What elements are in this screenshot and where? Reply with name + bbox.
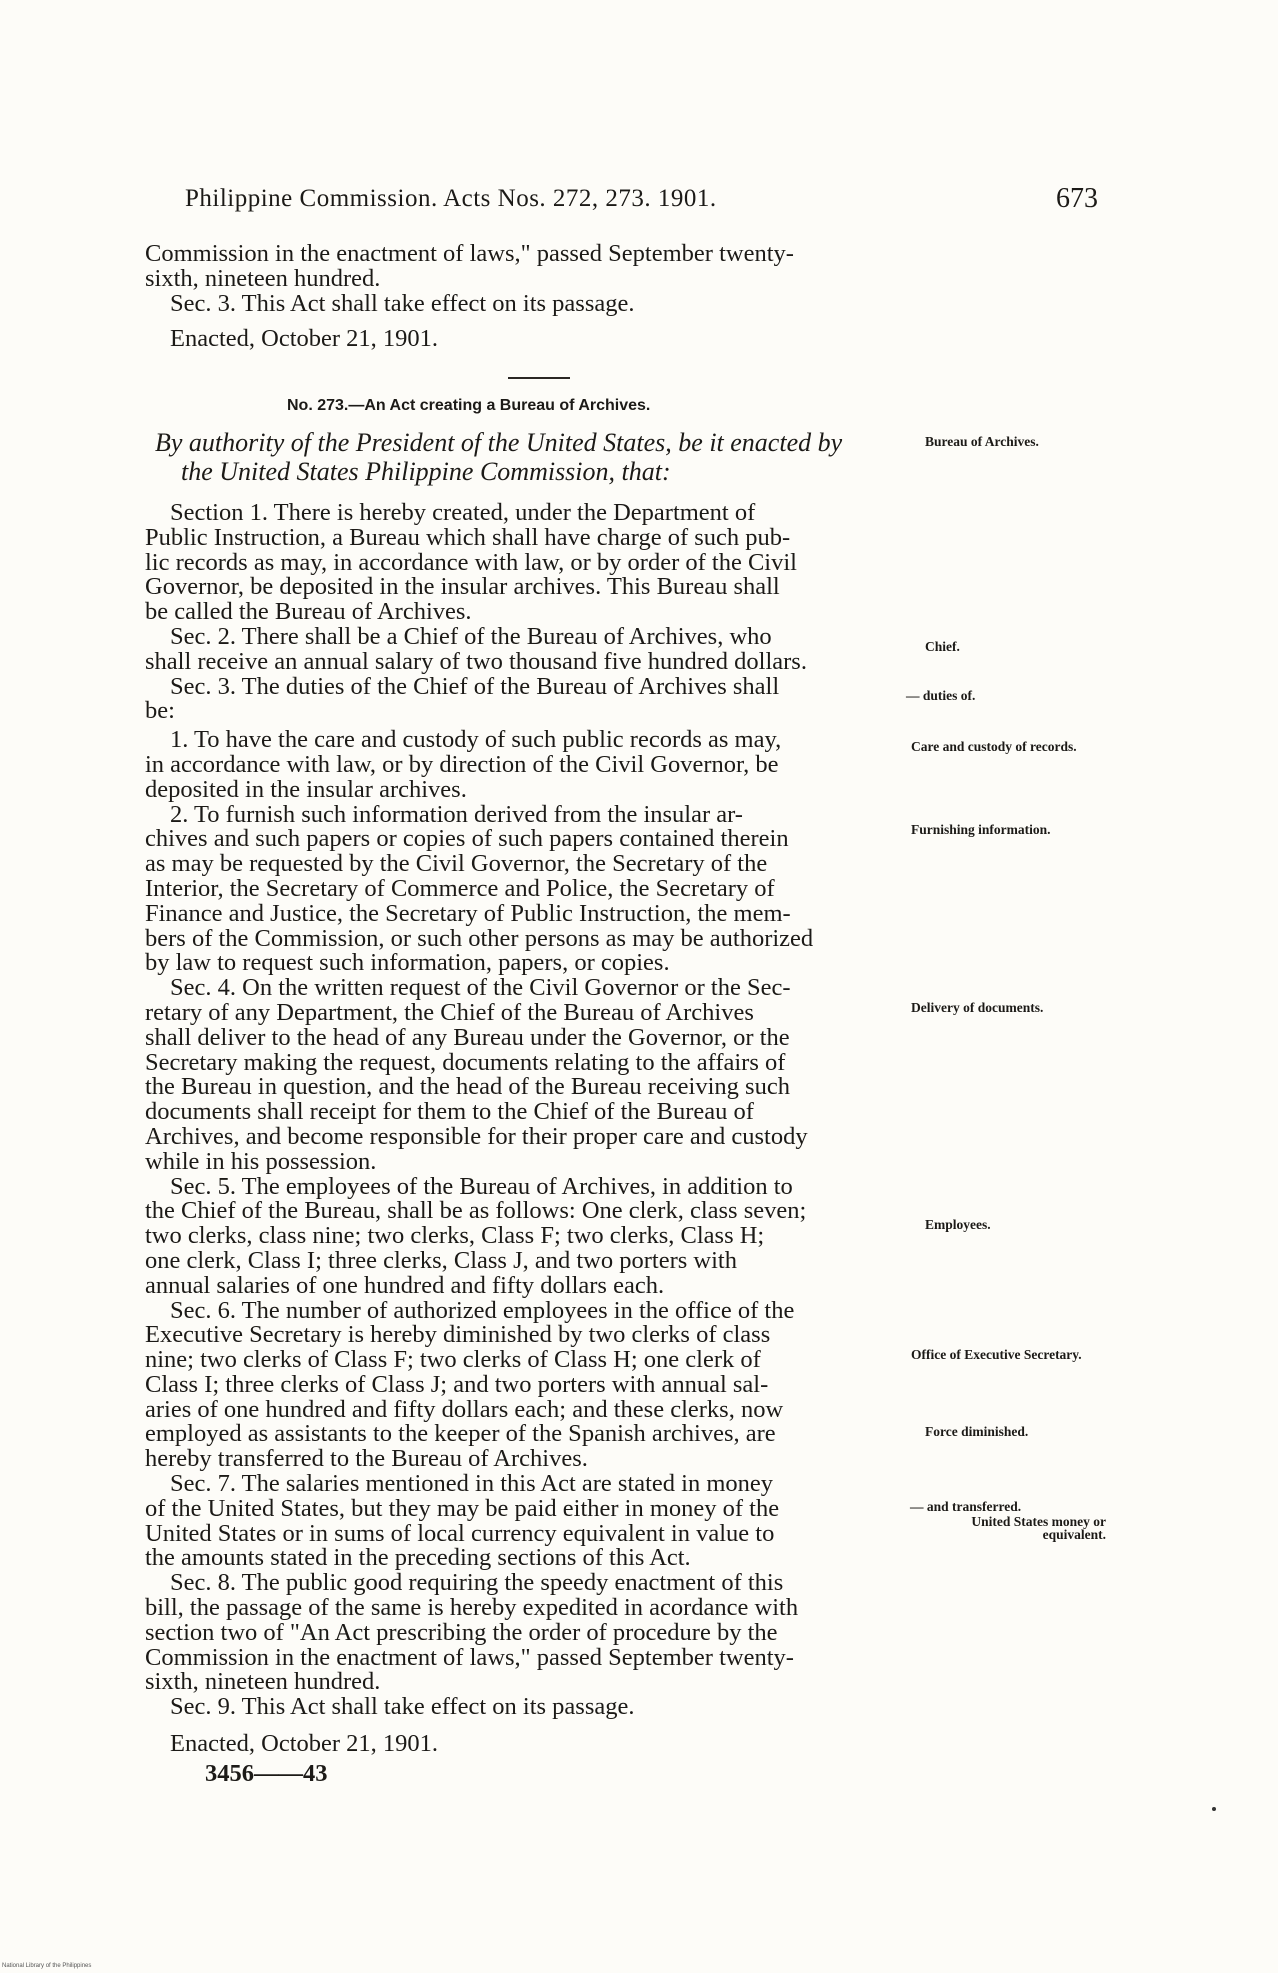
text-line: of the United States, but they may be paid either in money of the [145, 1494, 780, 1522]
margin-note-chief: Chief. [925, 639, 960, 654]
text-line: section two of "An Act prescribing the order of procedure by the [145, 1618, 778, 1646]
section-3 [145, 672, 900, 725]
text-line: annual salaries of one hundred and fifty dollars each. [145, 1271, 665, 1299]
text-line: the Bureau in question, and the head of the Bureau receiving such [145, 1073, 790, 1101]
text-line: Interior, the Secretary of Commerce and Police, the Secretary of [145, 874, 775, 902]
text-line: Public Instruction, a Bureau which shall have charge of such pub- [145, 523, 791, 551]
duty-1 [145, 728, 900, 802]
text-line: United States or in sums of local currency equivalent in value to [145, 1519, 775, 1547]
act-title: No. 273.—An Act creating a Bureau of Archives. [287, 397, 651, 414]
enacted-line: Enacted, October 21, 1901. [170, 325, 439, 353]
text-line: shall receive an annual salary of two thousand five hundred dollars. [145, 647, 807, 675]
margin-note-force: Force diminished. [925, 1424, 1029, 1439]
page-number: 673 [1056, 183, 1098, 214]
text-line: two clerks, class nine; two clerks, Class F; two clerks, Class H; [145, 1222, 765, 1250]
enacted-line: Enacted, October 21, 1901. [170, 1730, 439, 1758]
text-line: Commission in the enactment of laws," passed September twenty- [145, 1643, 794, 1671]
section-9: Sec. 9. This Act shall take effect on its passage. [170, 1693, 635, 1721]
margin-note-duties: — duties of. [906, 688, 976, 703]
text-line: Sec. 6. The number of authorized employees in the office of the [170, 1296, 795, 1324]
text-line: chives and such papers or copies of such papers contained therein [145, 825, 789, 853]
text-line: nine; two clerks of Class F; two clerks of Class H; one clerk of [145, 1346, 761, 1374]
enacting-line: By authority of the President of the United States, be it enacted by [155, 428, 843, 457]
text-line: by law to request such information, papers, or copies. [145, 949, 670, 977]
text-line: Sec. 8. The public good requiring the speedy enactment of this [170, 1569, 784, 1597]
text-line: bers of the Commission, or such other persons as may be authorized [145, 924, 814, 952]
text-line: Governor, be deposited in the insular archives. This Bureau shall [145, 573, 780, 601]
text-line: Sec. 5. The employees of the Bureau of Archives, in addition to [170, 1172, 793, 1200]
text-line: the amounts stated in the preceding sections of this Act. [145, 1544, 691, 1572]
text-line: shall deliver to the head of any Bureau under the Governor, or the [145, 1023, 790, 1051]
running-head: Philippine Commission. Acts Nos. 272, 273. 1901. [185, 185, 717, 212]
text-line: Sec. 3. This Act shall take effect on its passage. [170, 289, 635, 317]
margin-note-money: United States money or equivalent. [971, 1514, 1106, 1542]
text-line: Secretary making the request, documents relating to the affairs of [145, 1048, 786, 1076]
text-line: one clerk, Class I; three clerks, Class J, and two porters with [145, 1246, 737, 1274]
text-line: Sec. 7. The salaries mentioned in this Act are stated in money [170, 1470, 774, 1498]
margin-note-furnishing: Furnishing information. [911, 822, 1051, 837]
duty-2 [145, 800, 900, 977]
printer-signature: 3456——43 [205, 1759, 328, 1787]
text-line: Section 1. There is hereby created, under the Department of [170, 499, 756, 526]
text-line: 2. To furnish such information derived from the insular ar- [170, 800, 743, 828]
text-line: in accordance with law, or by direction of the Civil Governor, be [145, 750, 779, 778]
section-4 [145, 976, 900, 1174]
text-line: Finance and Justice, the Secretary of Public Instruction, the mem- [145, 899, 791, 927]
text-line: bill, the passage of the same is hereby expedited in acordance with [145, 1594, 799, 1622]
text-line: lic records as may, in accordance with law, or by order of the Civil [145, 548, 797, 576]
text-line: Executive Secretary is hereby diminished by two clerks of class [145, 1321, 771, 1349]
section-5 [145, 1172, 900, 1299]
speck [1212, 1807, 1216, 1811]
text-line: aries of one hundred and fifty dollars each; and these clerks, now [145, 1395, 784, 1423]
text-line: hereby transferred to the Bureau of Archives. [145, 1445, 588, 1473]
margin-note-delivery: Delivery of documents. [911, 1000, 1044, 1015]
section-6 [145, 1296, 900, 1473]
margin-note-bureau: Bureau of Archives. [925, 434, 1039, 449]
text-line: Sec. 3. The duties of the Chief of the Bureau of Archives shall [170, 672, 780, 700]
act-body [145, 501, 900, 1787]
margin-note-office: Office of Executive Secretary. [911, 1347, 1082, 1362]
text-line: sixth, nineteen hundred. [145, 264, 381, 292]
margin-note-employees: Employees. [925, 1217, 991, 1232]
top-block [145, 242, 900, 352]
text-line: be called the Bureau of Archives. [145, 598, 472, 626]
footer-credit: National Library of the Philippines [2, 1963, 92, 1969]
text-line: Class I; three clerks of Class J; and two porters with annual sal- [145, 1370, 769, 1398]
text-line: as may be requested by the Civil Governor, the Secretary of the [145, 850, 768, 878]
text-line: sixth, nineteen hundred. [145, 1668, 381, 1696]
divider-rule [508, 377, 570, 379]
text-line: Archives, and become responsible for their proper care and custody [145, 1122, 808, 1150]
text-line: while in his possession. [145, 1147, 377, 1175]
margin-note-care: Care and custody of records. [911, 739, 1077, 754]
text-line: the Chief of the Bureau, shall be as follows: One clerk, class seven; [145, 1197, 807, 1225]
section-1 [145, 501, 900, 625]
section-7 [145, 1472, 900, 1571]
text-line: Sec. 2. There shall be a Chief of the Bureau of Archives, who [170, 622, 772, 650]
text-line: employed as assistants to the keeper of the Spanish archives, are [145, 1420, 776, 1448]
enacting-clause [145, 428, 900, 486]
enacting-line: the United States Philippine Commission, that: [181, 457, 671, 486]
text-line: Sec. 4. On the written request of the Civil Governor or the Sec- [170, 974, 791, 1002]
text-line: Commission in the enactment of laws," passed September twenty- [145, 240, 794, 267]
text-line: documents shall receipt for them to the Chief of the Bureau of [145, 1098, 754, 1126]
section-8 [145, 1571, 900, 1695]
text-line: deposited in the insular archives. [145, 775, 467, 803]
margin-note-transferred: — and transferred. [910, 1499, 1022, 1514]
text-line: be: [145, 697, 175, 725]
section-2 [145, 622, 900, 675]
text-line: 1. To have the care and custody of such public records as may, [170, 726, 782, 754]
text-line: retary of any Department, the Chief of the Bureau of Archives [145, 998, 754, 1026]
